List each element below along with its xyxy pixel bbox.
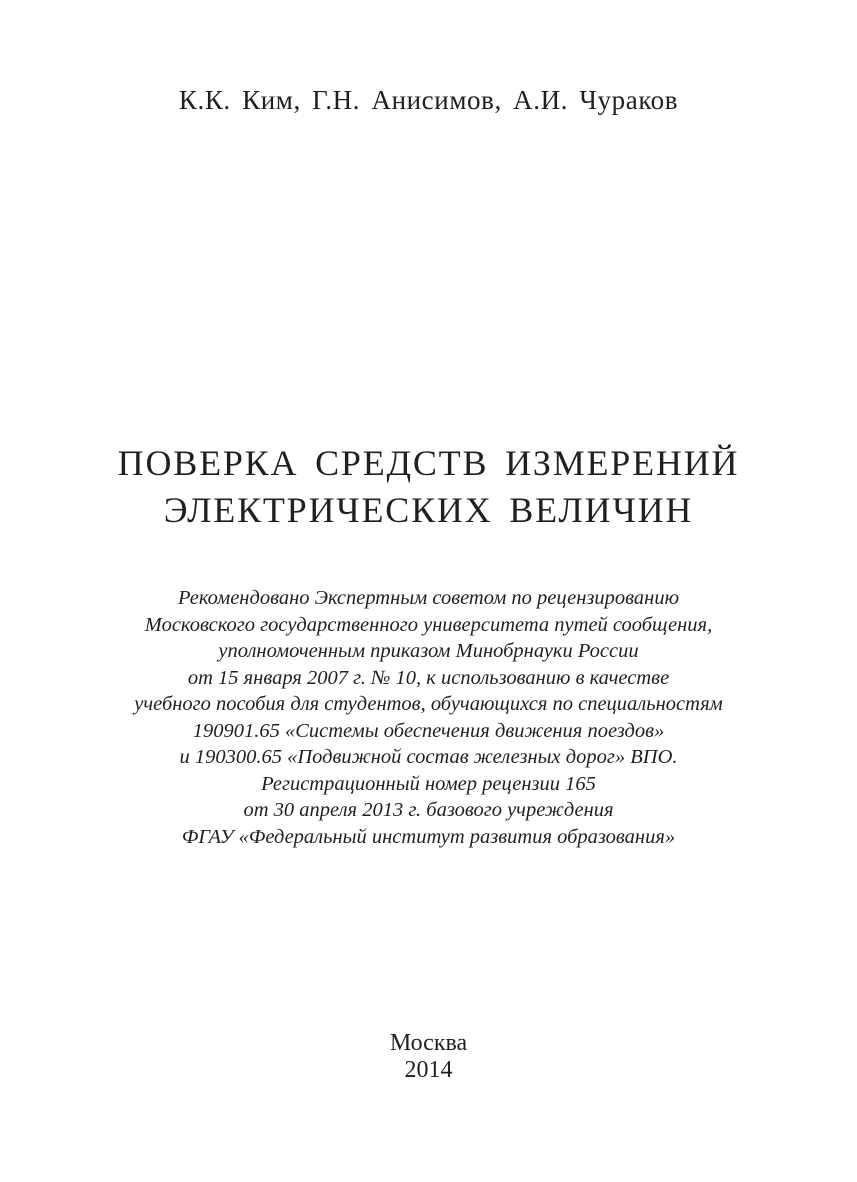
- authors: К.К. Ким, Г.Н. Анисимов, А.И. Чураков: [178, 85, 679, 115]
- recommendation-line: ФГАУ «Федеральный институт развития образования»: [181, 825, 676, 848]
- book-title: [0, 440, 857, 534]
- recommendation-line: учебного пособия для студентов, обучающихся по специальностям: [134, 693, 723, 715]
- imprint: [0, 1030, 857, 1084]
- recommendation-line: 190901.65 «Системы обеспечения движения поездов»: [192, 719, 665, 742]
- recommendation-line: уполномоченным приказом Минобрнауки России: [218, 640, 639, 662]
- book-title-line: ЭЛЕКТРИЧЕСКИХ ВЕЛИЧИН: [163, 490, 694, 530]
- publication-year: 2014: [404, 1057, 453, 1083]
- recommendation-line: Московского государственного университета путей сообщения,: [144, 613, 713, 636]
- book-title-line: ПОВЕРКА СРЕДСТВ ИЗМЕРЕНИЙ: [117, 443, 740, 483]
- recommendation-line: Регистрационный номер рецензии 165: [261, 772, 596, 795]
- recommendation-line: от 30 апреля 2013 г. базового учреждения: [243, 799, 614, 821]
- recommendation-block: [0, 585, 857, 850]
- recommendation-line: и 190300.65 «Подвижной состав железных дорог» ВПО.: [179, 746, 678, 768]
- recommendation-line: от 15 января 2007 г. № 10, к использованию в качестве: [187, 666, 670, 689]
- publication-city: Москва: [389, 1030, 468, 1056]
- recommendation-line: Рекомендовано Экспертным советом по рецензированию: [177, 587, 680, 609]
